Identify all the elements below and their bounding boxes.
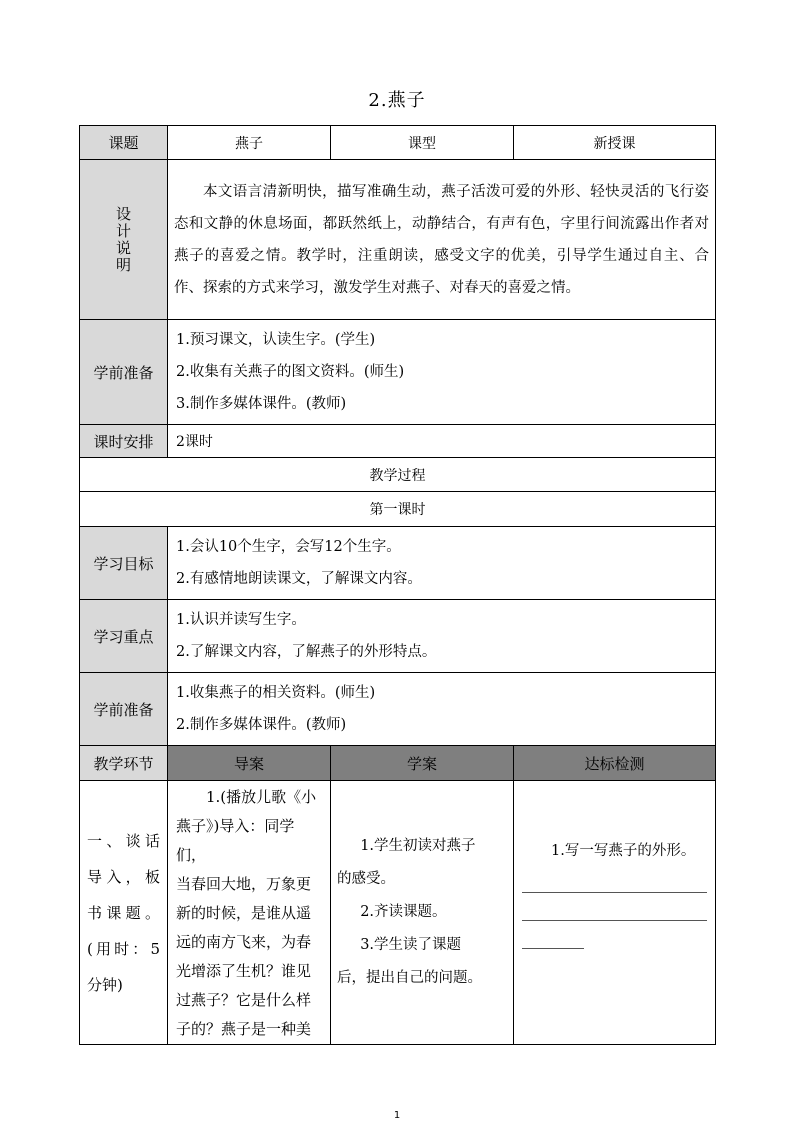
stage1-check-item: 1.写一写燕子的外形。 [551, 843, 696, 859]
prep-item: 1.预习课文，认读生字。(学生) [176, 332, 376, 348]
stage1-learn-line: 3.学生读了课题 [360, 937, 462, 953]
stage1-learn [331, 781, 514, 1045]
answer-line [522, 919, 707, 921]
process-title-row [80, 458, 716, 492]
process-title: 教学过程 [80, 458, 716, 492]
prep2-item: 2.制作多媒体课件。(教师) [176, 717, 347, 733]
stage1-learn-line: 的感受。 [337, 871, 395, 887]
stage1-learn-line: 2.齐读课题。 [360, 904, 447, 920]
lesson-plan-table [79, 125, 716, 1045]
prep2-row [80, 673, 716, 746]
design-row [80, 160, 716, 320]
stage1-guide-line: 远的南方飞来，为春 [176, 933, 312, 951]
stage1-row [80, 781, 716, 1045]
goals-list [168, 527, 716, 600]
goals-item: 2.有感情地朗读课文，了解课文内容。 [176, 571, 422, 587]
lesson-type-value: 新授课 [514, 126, 716, 160]
time-label: 课时安排 [80, 425, 168, 458]
goals-row [80, 527, 716, 600]
page-number: 1 [393, 1110, 401, 1121]
goals-item: 1.会认10个生字，会写12个生字。 [176, 539, 401, 555]
header-learn: 学案 [331, 746, 514, 781]
prep2-list [168, 673, 716, 746]
stage1-guide-line: 1.(播放儿歌《小 [206, 788, 317, 806]
stage1-guide-line: 子的？燕子是一种美 [176, 1020, 312, 1038]
design-label-char: 明 [115, 255, 131, 274]
prep-item: 3.制作多媒体课件。(教师) [176, 396, 347, 412]
stage1-name-line: 导入，板 [87, 867, 160, 886]
prep-row [80, 320, 716, 425]
focus-list [168, 600, 716, 673]
stage1-guide-line: 光增添了生机？谁见 [176, 962, 312, 980]
stage1-guide-line: 过燕子？它是什么样 [176, 991, 312, 1009]
header-stage: 教学环节 [80, 746, 168, 781]
stage1-guide-line: 新的时候，是谁从遥 [176, 904, 312, 922]
stage1-guide-line: 燕子》)导入：同学们， [176, 817, 295, 864]
focus-label: 学习重点 [80, 600, 168, 673]
stage1-name-line: (用时：5 [87, 939, 160, 958]
stage1-name-line: 书课题。 [87, 903, 160, 922]
prep2-item: 1.收集燕子的相关资料。(师生) [176, 685, 376, 701]
goals-label: 学习目标 [80, 527, 168, 600]
lesson-title-row [80, 126, 716, 160]
focus-item: 2.了解课文内容，了解燕子的外形特点。 [176, 644, 437, 660]
stage1-learn-line: 1.学生初读对燕子 [360, 838, 476, 854]
section-header-row [80, 746, 716, 781]
focus-item: 1.认识并读写生字。 [176, 612, 306, 628]
prep-label: 学前准备 [80, 320, 168, 425]
design-label-char: 计 [115, 221, 131, 240]
stage1-guide [168, 781, 331, 1045]
focus-row [80, 600, 716, 673]
design-text: 本文语言清新明快，描写准确生动，燕子活泼可爱的外形、轻快灵活的飞行姿态和文静的休息场面，都跃然纸上，动静结合，有声有色，字里行间流露出作者对燕子的喜爱之情。教学时，注重朗读，感受文字的优美，引导学生通过自主、合作、探索的方式来学习，激发学生对燕子、对春天的喜爱之情。 [168, 160, 716, 320]
answer-line [522, 891, 707, 893]
design-label-char: 说 [115, 238, 131, 257]
stage1-check [514, 781, 716, 1045]
lesson-type-label: 课型 [331, 126, 514, 160]
time-row [80, 425, 716, 458]
answer-line [522, 947, 584, 949]
period-title-row [80, 492, 716, 527]
design-label [80, 160, 168, 320]
document-title: 2.燕子 [368, 90, 426, 111]
lesson-name: 燕子 [168, 126, 331, 160]
header-guide: 导案 [168, 746, 331, 781]
prep2-label: 学前准备 [80, 673, 168, 746]
stage1-name-line: 分钟) [87, 975, 123, 994]
lesson-label: 课题 [80, 126, 168, 160]
prep-item: 2.收集有关燕子的图文资料。(师生) [176, 364, 405, 380]
stage1-learn-line: 后，提出自己的问题。 [337, 970, 482, 986]
header-check: 达标检测 [514, 746, 716, 781]
stage1-name-line: 一、谈话 [87, 831, 160, 850]
stage1-name [80, 781, 168, 1045]
time-value: 2课时 [168, 425, 716, 458]
prep-list [168, 320, 716, 425]
period-title: 第一课时 [80, 492, 716, 527]
stage1-guide-line: 当春回大地，万象更 [176, 875, 312, 893]
design-label-char: 设 [115, 204, 131, 223]
